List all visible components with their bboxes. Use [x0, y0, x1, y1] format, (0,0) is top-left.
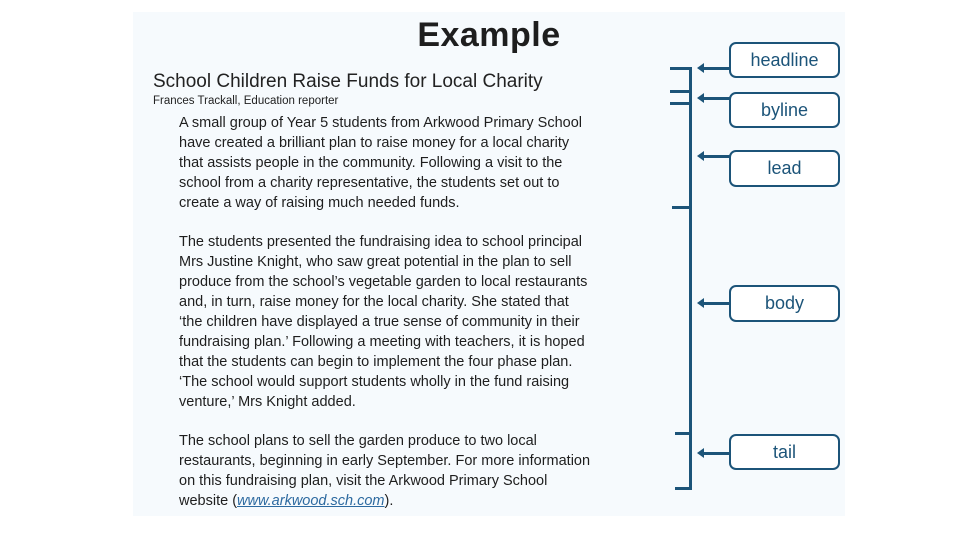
- text-line: ‘The school would support students wholly in the fund raising: [179, 374, 570, 390]
- label-tail: tail: [729, 434, 840, 470]
- text-prefix: website (: [179, 493, 238, 509]
- bracket-tick: [670, 102, 691, 105]
- slide-title: Example: [417, 16, 561, 54]
- label-byline: byline: [729, 92, 840, 128]
- text-line: [179, 491, 590, 511]
- text-line: The school plans to sell the garden produce to two local: [179, 433, 537, 449]
- arrow-left-icon: [703, 302, 730, 305]
- article-byline: Frances Trackall, Education reporter: [153, 95, 339, 107]
- arrow-left-icon: [703, 97, 730, 100]
- bracket-tick: [670, 67, 691, 70]
- label-body: body: [729, 285, 840, 322]
- bracket-tick: [670, 90, 691, 93]
- website-link[interactable]: www.arkwood.sch.com: [237, 493, 385, 509]
- body-paragraph: [179, 232, 587, 412]
- arrow-left-icon: [703, 67, 730, 70]
- bracket-line: [689, 67, 692, 489]
- text-line: produce from the school’s vegetable garden to local restaurants: [179, 274, 588, 290]
- label-headline: headline: [729, 42, 840, 78]
- text-line: and, in turn, raise money for the local charity. She stated that: [179, 294, 569, 310]
- text-line: ‘the children have displayed a true sense of community in their: [179, 314, 580, 330]
- article-headline: School Children Raise Funds for Local Charity: [153, 71, 543, 92]
- text-line: that assists people in the community. Following a visit to the: [179, 155, 563, 171]
- lead-paragraph: [179, 113, 582, 213]
- label-lead: lead: [729, 150, 840, 187]
- text-line: venture,’ Mrs Knight added.: [179, 394, 356, 410]
- text-line: that the students can begin to implement the four phase plan.: [179, 354, 573, 370]
- text-line: create a way of raising much needed funds.: [179, 195, 460, 211]
- text-line: restaurants, beginning in early September. For more information: [179, 453, 591, 469]
- text-suffix: ).: [384, 493, 394, 509]
- text-line: have created a brilliant plan to raise money for a local charity: [179, 135, 570, 151]
- text-line: A small group of Year 5 students from Arkwood Primary School: [179, 115, 582, 131]
- text-line: fundraising plan.’ Following a meeting with teachers, it is hoped: [179, 334, 585, 350]
- arrow-left-icon: [703, 452, 730, 455]
- text-line: on this fundraising plan, visit the Arkwood Primary School: [179, 473, 548, 489]
- bracket-tick: [675, 432, 692, 435]
- text-line: Mrs Justine Knight, who saw great potential in the plan to sell: [179, 254, 572, 270]
- bracket-tick: [672, 206, 691, 209]
- bracket-tick: [675, 487, 692, 490]
- text-line: The students presented the fundraising idea to school principal: [179, 234, 583, 250]
- arrow-left-icon: [703, 155, 730, 158]
- text-line: school from a charity representative, the students set out to: [179, 175, 560, 191]
- tail-paragraph: [179, 431, 590, 511]
